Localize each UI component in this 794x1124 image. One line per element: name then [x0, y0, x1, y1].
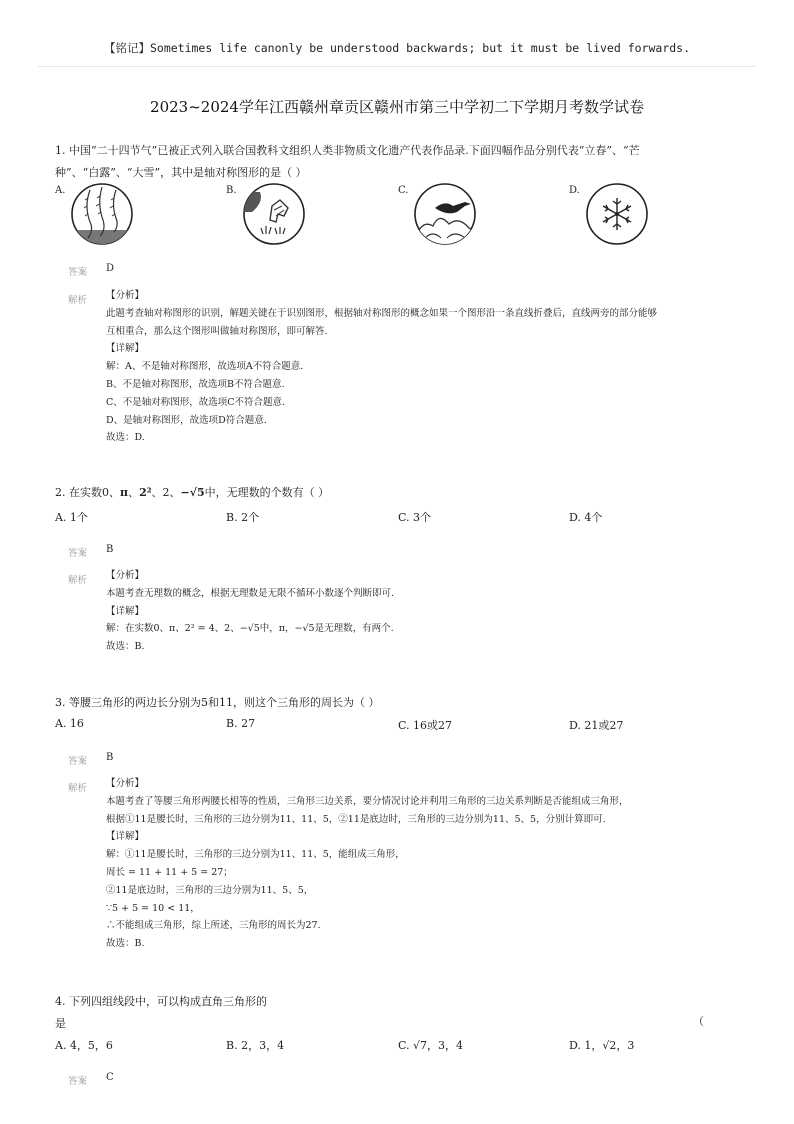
q4-answer-value: C [106, 1072, 114, 1083]
q1-option-c-label: C. [398, 185, 409, 196]
q3-explanation-line: 【详解】 [106, 831, 145, 843]
q2-option-d: D. 4个 [569, 511, 603, 524]
motto-header: 【铭记】Sometimes life canonly be understood backwards; but it must be lived forwards. [103, 41, 691, 55]
q3-explanation [106, 775, 746, 953]
q4-option-d: D. 1，√2，3 [569, 1039, 635, 1052]
q3-analysis-label: 解析 [68, 783, 88, 794]
q3-option-c: C. 16或27 [398, 719, 453, 732]
q1-explanation-line: 互相重合，那么这个图形叫做轴对称图形，即可解答. [106, 325, 328, 337]
q3-stem-text: 3. 等腰三角形的两边长分别为5和11，则这个三角形的周长为（ ） [55, 696, 380, 709]
q1-explanation-line: 故选：D. [106, 432, 145, 444]
q3-explanation-line: 解：①11是腰长时，三角形的三边分别为11、11、5，能组成三角形， [106, 849, 405, 861]
q2-stem-power: 2² [139, 486, 152, 499]
question-1-stem [55, 140, 745, 184]
q2-option-b: B. 2个 [226, 511, 260, 524]
q3-explanation-line: 根据①11是腰长时，三角形的三边分别为11、11、5，②11是底边时，三角形的三边分别为11、5、5，分别计算即可. [106, 813, 606, 825]
q1-explanation-line: 此题考查轴对称图形的识别，解题关键在于识别图形，根据轴对称图形的概念如果一个图形沿一条直线折叠后，直线两旁的部分能够 [106, 307, 658, 319]
question-4-stem [55, 991, 745, 1035]
header-divider [38, 66, 756, 67]
q4-option-a: A. 4，5，6 [55, 1039, 113, 1052]
q1-analysis-label: 解析 [68, 295, 88, 306]
q3-explanation-line: 本题考查了等腰三角形两腰长相等的性质，三角形三边关系，要分情况讨论并利用三角形的三边关系判断是否能组成三角形， [106, 795, 629, 807]
q1-figure-a-lichun-icon [70, 182, 134, 246]
q2-analysis-label: 解析 [68, 575, 88, 586]
q3-explanation-line: ②11是底边时，三角形的三边分别为11、5、5， [106, 884, 314, 896]
q1-explanation-line: B、不是轴对称图形，故选项B不符合题意. [106, 378, 285, 390]
q4-option-c: C. √7，3，4 [398, 1039, 464, 1052]
q3-options [55, 717, 745, 737]
page-title: 2023~2024学年江西赣州章贡区赣州市第三中学初二下学期月考数学试卷 [150, 98, 644, 116]
q2-explanation-line: 本题考查无理数的概念，根据无理数是无限不循环小数逐个判断即可. [106, 587, 395, 599]
q1-option-b-label: B. [226, 185, 237, 196]
q1-explanation-line: 【分析】 [106, 290, 145, 301]
question-1-line-2: 种”、“白露”、“大雪”，其中是轴对称图形的是（ ） [55, 166, 307, 179]
q2-explanation-line: 【分析】 [106, 570, 145, 581]
q2-options [55, 509, 745, 529]
q4-stem-line-1: 4. 下列四组线段中，可以构成直角三角形的 [55, 995, 267, 1008]
q1-explanation-line: D、是轴对称图形，故选项D符合题意. [106, 414, 267, 426]
q2-stem-mid2: 、2、 [151, 486, 181, 499]
q2-explanation [106, 567, 746, 656]
q2-stem-pi: π [120, 486, 129, 499]
question-1-line-1: 1. 中国“二十四节气”已被正式列入联合国教科文组织人类非物质文化遗产代表作品录.下面四幅作品分别代表“立春”、“芒 [55, 144, 640, 157]
q2-answer-label: 答案 [68, 548, 88, 559]
question-3-stem [55, 692, 745, 714]
q1-explanation-line: 解：A、不是轴对称图形，故选项A不符合题意. [106, 361, 304, 373]
q1-explanation [106, 287, 746, 447]
q3-explanation-line: 故选：B. [106, 938, 145, 950]
q1-answer-value: D [106, 263, 115, 274]
q1-option-d-label: D. [569, 185, 580, 196]
q2-option-a: A. 1个 [55, 511, 88, 524]
q4-paren: （ [693, 1015, 704, 1028]
q3-answer-value: B [106, 752, 114, 763]
q2-answer-value: B [106, 544, 114, 555]
q3-option-a: A. 16 [55, 717, 84, 730]
q2-stem-neg-sqrt: −√5 [180, 486, 205, 499]
q2-stem-pre: 2. 在实数0、 [55, 486, 120, 499]
q1-option-a-label: A. [55, 185, 66, 196]
q2-stem-post: 中，无理数的个数有（ ） [204, 486, 330, 499]
q4-stem-line-2: 是 [55, 1017, 66, 1030]
q2-explanation-line: 解：在实数0、π、2² = 4、2、−√5中，π，−√5是无理数，有两个. [106, 623, 394, 635]
q3-option-b: B. 27 [226, 717, 256, 730]
q2-explanation-line: 【详解】 [106, 605, 145, 617]
q1-answer-label: 答案 [68, 267, 88, 278]
q2-option-c: C. 3个 [398, 511, 432, 524]
q3-explanation-line: 【分析】 [106, 778, 145, 789]
q4-options [55, 1037, 745, 1057]
q1-figure-b-mangzhong-icon [242, 182, 306, 246]
q1-explanation-line: 【详解】 [106, 343, 145, 355]
q1-explanation-line: C、不是轴对称图形，故选项C不符合题意. [106, 396, 286, 408]
q3-explanation-line: ∵5 + 5 = 10 < 11， [106, 902, 200, 914]
q4-answer-label: 答案 [68, 1076, 88, 1087]
q3-explanation-line: 周长 = 11 + 11 + 5 = 27； [106, 866, 233, 878]
q2-stem-mid: 、 [128, 486, 140, 499]
q1-figure-c-bailu-icon [413, 182, 477, 246]
q4-option-b: B. 2，3，4 [226, 1039, 285, 1052]
q3-answer-label: 答案 [68, 756, 88, 767]
q3-option-d: D. 21或27 [569, 719, 624, 732]
q1-figure-d-daxue-snowflake-icon [585, 182, 649, 246]
question-2-stem [55, 482, 745, 504]
q3-explanation-line: ∴不能组成三角形，综上所述，三角形的周长为27. [106, 920, 321, 932]
q2-explanation-line: 故选：B. [106, 641, 145, 653]
